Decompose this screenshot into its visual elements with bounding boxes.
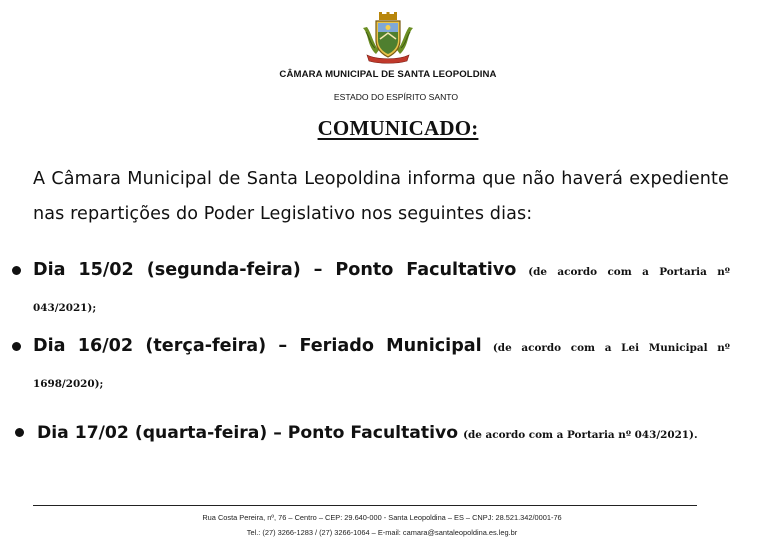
list-item-text [37,416,734,452]
page-title: COMUNICADO: [317,116,479,140]
bullet-icon [15,428,24,437]
list-item-text [33,329,730,401]
municipal-coat-of-arms-icon [359,12,417,64]
institution-name: CÂMARA MUNICIPAL DE SANTA LEOPOLDINA [279,69,497,80]
list-item-text [33,253,730,325]
list-item-main: Dia 17/02 (quarta-feira) – Ponto Facultativo [37,423,459,443]
intro-paragraph: A Câmara Municipal de Santa Leopoldina informa que não haverá expediente nas repartições do Poder Legislativo nos seguintes dias: [33,169,729,224]
footer-contact: Tel.: (27) 3266-1283 / (27) 3266-1064 – E-mail: camara@santaleopoldina.es.leg.br [246,528,518,537]
state-name: ESTADO DO ESPÍRITO SANTO [333,92,459,102]
list-item-main: Dia 15/02 (segunda-feira) – Ponto Facultativo [33,260,517,280]
bullet-icon [12,342,21,351]
footer-address: Rua Costa Pereira, nº, 76 – Centro – CEP: 29.640-000 - Santa Leopoldina – ES – CNPJ: 28.521.342/0001-76 [202,513,562,522]
list-item-main: Dia 16/02 (terça-feira) – Feriado Municipal [33,336,482,356]
list-item-note: (de acordo com a Portaria nº 043/2021). [463,429,698,441]
footer-divider [33,505,697,506]
bullet-icon [12,266,21,275]
list-item-note: (de acordo com a Lei Municipal nº 1698/2020); [33,342,730,390]
list-item-note: (de acordo com a Portaria nº 043/2021); [33,266,730,314]
